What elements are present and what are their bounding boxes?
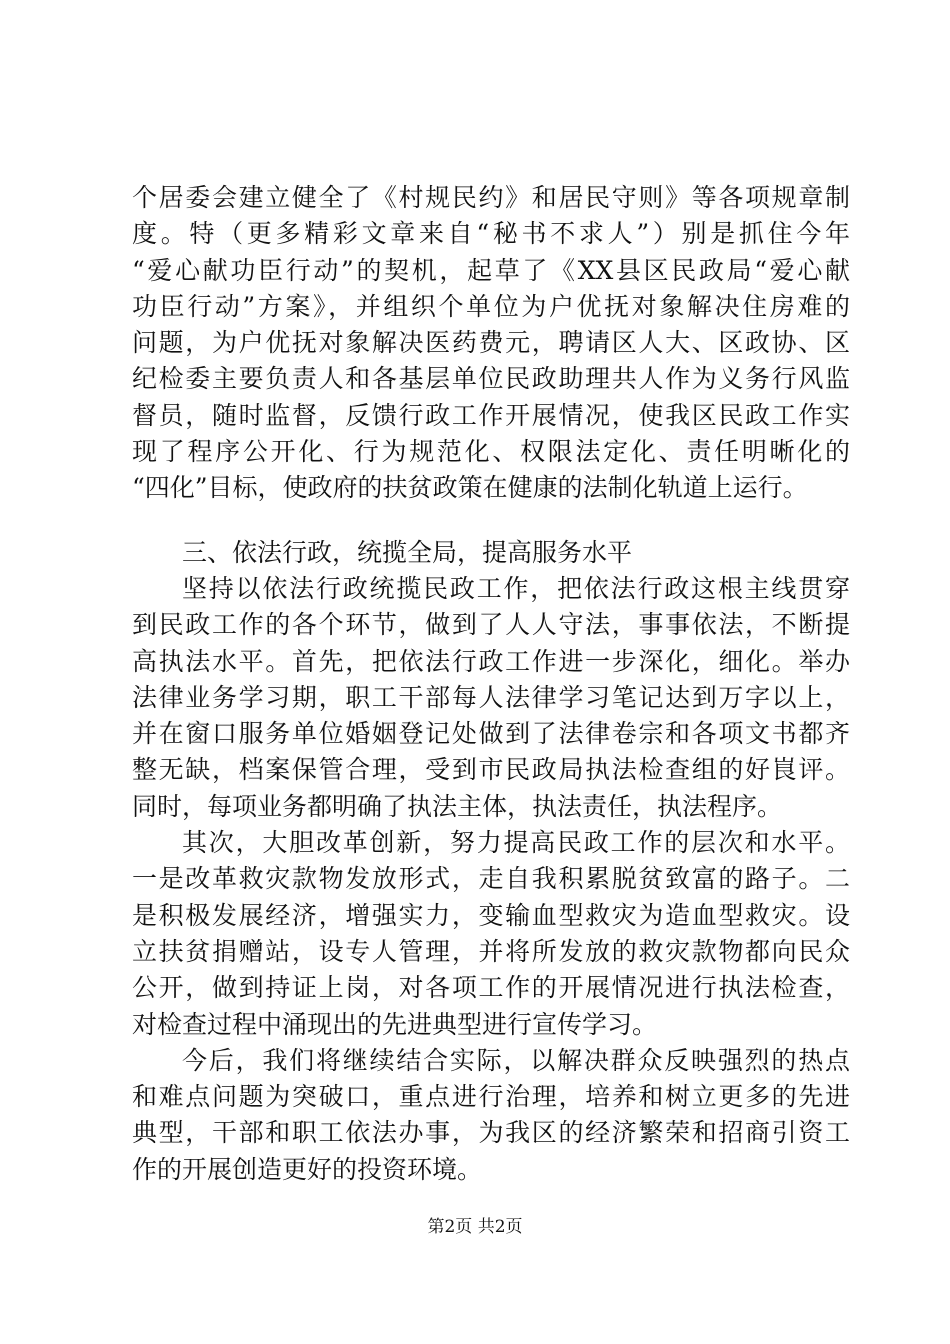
text-line: 其次，大胆改革创新，努力提高民政工作的层次和水平。 — [182, 828, 850, 858]
section-heading: 三、依法行政，统揽全局，提高服务水平 — [182, 537, 633, 567]
text-line: “四化”目标，使政府的扶贫政策在健康的法制化轨道上运行。 — [132, 473, 808, 503]
text-line: 典型，干部和职工依法办事，为我区的经济繁荣和招商引资工 — [132, 1118, 850, 1148]
paragraph-1 — [132, 180, 850, 507]
document-body — [132, 180, 850, 1188]
text-line: 并在窗口服务单位婚姻登记处做到了法律卷宗和各项文书都齐 — [132, 719, 850, 749]
text-line: 纪检委主要负责人和各基层单位民政助理共人作为义务行风监 — [132, 364, 850, 394]
text-line: 个居委会建立健全了《村规民约》和居民守则》等各项规章制 — [132, 183, 850, 212]
text-line: 功臣行动”方案》，并组织个单位为户优抚对象解决住房难的 — [132, 291, 850, 321]
text-line: 立扶贫捐赠站，设专人管理，并将所发放的救灾款物都向民众 — [132, 936, 850, 966]
text-line: 现了程序公开化、行为规范化、权限法定化、责任明晰化的 — [132, 437, 850, 467]
section-paragraph-1 — [132, 571, 850, 825]
section-paragraph-3 — [132, 1043, 850, 1188]
text-line: 公开，做到持证上岗，对各项工作的开展情况进行执法检查， — [132, 973, 850, 1003]
text-line: 对检查过程中涌现出的先进典型进行宣传学习。 — [132, 1009, 658, 1039]
text-line: 到民政工作的各个环节，做到了人人守法，事事依法，不断提 — [132, 610, 850, 640]
text-line: 度。特（更多精彩文章来自“秘书不求人”）别是抓住今年 — [132, 219, 850, 249]
text-line: “爱心献功臣行动”的契机，起草了《XX县区民政局“爱心献 — [132, 255, 850, 285]
text-line: 作的开展创造更好的投资环境。 — [132, 1154, 483, 1184]
text-line: 同时，每项业务都明确了执法主体，执法责任，执法程序。 — [132, 791, 783, 821]
text-line: 督员，随时监督，反馈行政工作开展情况，使我区民政工作实 — [132, 400, 850, 430]
page-number-footer: 第2页 共2页 — [427, 1217, 523, 1237]
section-paragraph-2 — [132, 825, 850, 1043]
text-line: 和难点问题为突破口，重点进行治理，培养和树立更多的先进 — [132, 1082, 850, 1112]
text-line: 今后，我们将继续结合实际，以解决群众反映强烈的热点 — [182, 1045, 850, 1075]
text-line: 问题，为户优抚对象解决医药费元，聘请区人大、区政协、区 — [132, 328, 850, 358]
text-line: 整无缺，档案保管合理，受到市民政局执法检查组的好峎评。 — [132, 755, 850, 785]
text-line: 是积极发展经济，增强实力，变输血型救灾为造血型救灾。设 — [132, 900, 850, 930]
text-line: 一是改革救灾款物发放形式，走自我积累脱贫致富的路子。二 — [132, 864, 850, 894]
text-line: 坚持以依法行政统揽民政工作，把依法行政这根主线贯穿 — [182, 573, 850, 603]
text-line: 高执法水平。首先，把依法行政工作进一步深化，细化。举办 — [132, 646, 850, 676]
text-line: 法律业务学习期，职工干部每人法律学习笔记达到万字以上， — [132, 682, 850, 712]
